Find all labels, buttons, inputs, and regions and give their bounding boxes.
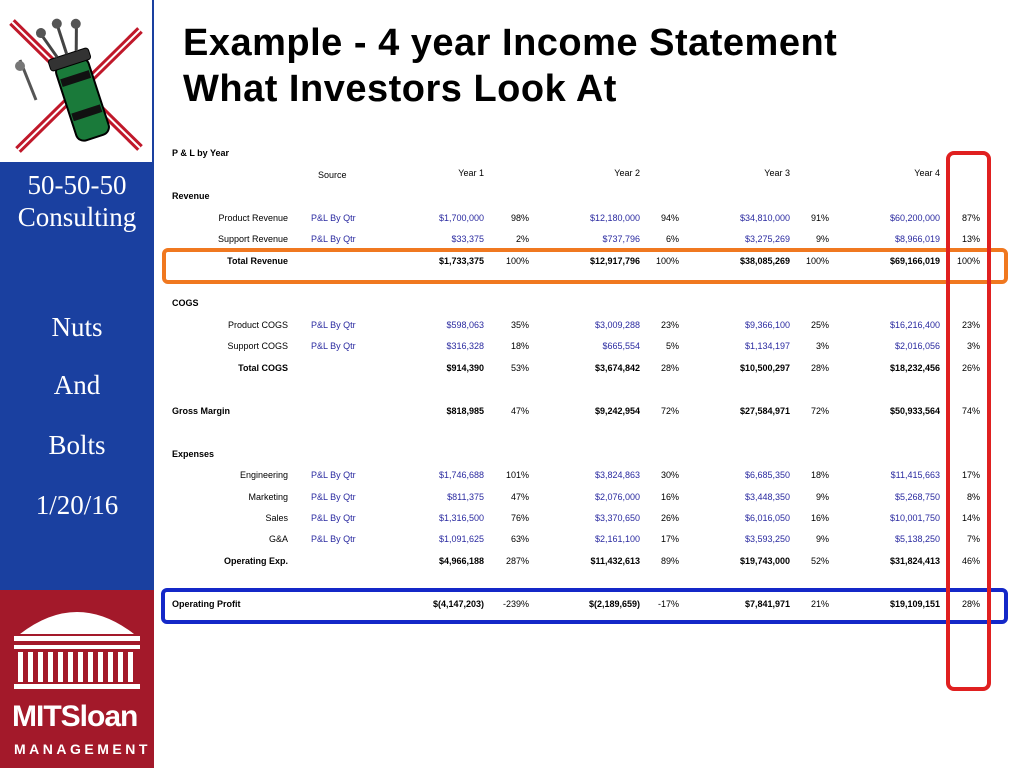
percent-cell: 23%	[660, 320, 679, 330]
percent-cell: 46%	[961, 556, 980, 566]
row-label: Engineering	[239, 470, 288, 480]
value-cell: $1,316,500	[438, 513, 484, 523]
row-source: P&L By Qtr	[311, 513, 356, 523]
year-4-header: Year 4	[914, 168, 940, 178]
percent-cell: 28%	[961, 599, 980, 609]
value-cell: $665,554	[602, 341, 640, 351]
percent-cell: 100%	[805, 256, 829, 266]
value-cell: $10,500,297	[739, 363, 790, 373]
row-label: Total Revenue	[227, 256, 288, 266]
row-label: Operating Profit	[172, 599, 241, 609]
percent-cell: 3%	[815, 341, 829, 351]
table-caption: P & L by Year	[172, 148, 230, 158]
value-cell: $3,009,288	[594, 320, 640, 330]
percent-cell: 53%	[510, 363, 529, 373]
row-source: P&L By Qtr	[311, 213, 356, 223]
value-cell: $316,328	[446, 341, 484, 351]
value-cell: $27,584,971	[739, 406, 790, 416]
source-header: Source	[318, 170, 347, 180]
value-cell: $50,933,564	[889, 406, 940, 416]
row-source: P&L By Qtr	[311, 470, 356, 480]
value-cell: $3,593,250	[744, 534, 790, 544]
percent-cell: 101%	[505, 470, 529, 480]
percent-cell: 6%	[665, 234, 679, 244]
mit-sloan-logo: MITSloan	[12, 700, 138, 733]
value-cell: $60,200,000	[889, 213, 940, 223]
percent-cell: 47%	[510, 492, 529, 502]
brand-line-1: 50-50-50	[27, 170, 127, 200]
year-3-header: Year 3	[764, 168, 790, 178]
percent-cell: -239%	[502, 599, 529, 609]
row-source: P&L By Qtr	[311, 320, 356, 330]
mit-management-text: MANAGEMENT	[14, 741, 151, 757]
value-cell: $914,390	[446, 363, 484, 373]
value-cell: $598,063	[446, 320, 484, 330]
sidebar	[0, 0, 154, 768]
row-label: Marketing	[248, 492, 288, 502]
row-label: G&A	[268, 534, 288, 544]
value-cell: $2,161,100	[594, 534, 640, 544]
percent-cell: 76%	[510, 513, 529, 523]
percent-cell: 100%	[956, 256, 980, 266]
percent-cell: 9%	[815, 534, 829, 544]
value-cell: $3,275,269	[744, 234, 790, 244]
row-label: Product Revenue	[218, 213, 288, 223]
value-cell: $33,375	[451, 234, 484, 244]
row-label: Support COGS	[227, 341, 288, 351]
percent-cell: 30%	[660, 470, 679, 480]
value-cell: $4,966,188	[438, 556, 484, 566]
percent-cell: 28%	[810, 363, 829, 373]
percent-cell: 100%	[655, 256, 679, 266]
percent-cell: 8%	[966, 492, 980, 502]
operating-profit-highlight	[161, 588, 1008, 624]
value-cell: $3,674,842	[594, 363, 640, 373]
percent-cell: 17%	[961, 470, 980, 480]
value-cell: $2,016,056	[894, 341, 940, 351]
year-4-percent-highlight	[946, 151, 991, 691]
percent-cell: 16%	[660, 492, 679, 502]
value-cell: $1,091,625	[438, 534, 484, 544]
percent-cell: 17%	[660, 534, 679, 544]
value-cell: $(2,189,659)	[588, 599, 640, 609]
value-cell: $12,180,000	[589, 213, 640, 223]
row-source: P&L By Qtr	[311, 341, 356, 351]
value-cell: $2,076,000	[594, 492, 640, 502]
row-label: Total COGS	[238, 363, 288, 373]
percent-cell: 25%	[810, 320, 829, 330]
value-cell: $19,109,151	[889, 599, 940, 609]
percent-cell: 47%	[510, 406, 529, 416]
percent-cell: 100%	[505, 256, 529, 266]
percent-cell: 74%	[961, 406, 980, 416]
value-cell: $31,824,413	[889, 556, 940, 566]
mit-dome-icon	[0, 590, 154, 700]
value-cell: $(4,147,203)	[432, 599, 484, 609]
value-cell: $818,985	[446, 406, 484, 416]
value-cell: $7,841,971	[744, 599, 790, 609]
percent-cell: 89%	[660, 556, 679, 566]
row-source: P&L By Qtr	[311, 534, 356, 544]
percent-cell: 26%	[961, 363, 980, 373]
row-label: Gross Margin	[172, 406, 231, 416]
percent-cell: 18%	[810, 470, 829, 480]
percent-cell: 16%	[810, 513, 829, 523]
slide-title-line-2: What Investors Look At	[183, 68, 617, 110]
word-and: And	[53, 370, 101, 400]
percent-cell: 28%	[660, 363, 679, 373]
section-revenue: Revenue	[172, 191, 210, 201]
golf-bag-no-icon	[0, 0, 152, 162]
value-cell: $34,810,000	[739, 213, 790, 223]
value-cell: $38,085,269	[739, 256, 790, 266]
percent-cell: 98%	[510, 213, 529, 223]
percent-cell: 5%	[665, 341, 679, 351]
section-expenses: Expenses	[172, 449, 215, 459]
section-cogs: COGS	[172, 298, 199, 308]
percent-cell: 91%	[810, 213, 829, 223]
value-cell: $5,268,750	[894, 492, 940, 502]
value-cell: $69,166,019	[889, 256, 940, 266]
year-2-header: Year 2	[614, 168, 640, 178]
year-1-header: Year 1	[458, 168, 484, 178]
slide-title-line-1: Example - 4 year Income Statement	[183, 22, 838, 64]
percent-cell: 63%	[510, 534, 529, 544]
value-cell: $18,232,456	[889, 363, 940, 373]
percent-cell: 23%	[961, 320, 980, 330]
value-cell: $9,242,954	[594, 406, 640, 416]
value-cell: $1,733,375	[438, 256, 484, 266]
value-cell: $3,370,650	[594, 513, 640, 523]
percent-cell: 3%	[966, 341, 980, 351]
percent-cell: -17%	[657, 599, 679, 609]
value-cell: $9,366,100	[744, 320, 790, 330]
golf-bag-logo	[0, 0, 154, 162]
percent-cell: 26%	[660, 513, 679, 523]
row-label: Operating Exp.	[223, 556, 288, 566]
value-cell: $737,796	[602, 234, 640, 244]
percent-cell: 52%	[810, 556, 829, 566]
value-cell: $19,743,000	[739, 556, 790, 566]
percent-cell: 21%	[810, 599, 829, 609]
date-label: 1/20/16	[35, 490, 119, 520]
brand-line-2: Consulting	[17, 202, 137, 232]
row-source: P&L By Qtr	[311, 234, 356, 244]
value-cell: $1,700,000	[438, 213, 484, 223]
value-cell: $6,685,350	[744, 470, 790, 480]
percent-cell: 35%	[510, 320, 529, 330]
value-cell: $5,138,250	[894, 534, 940, 544]
value-cell: $11,415,663	[890, 470, 940, 480]
percent-cell: 87%	[961, 213, 980, 223]
word-nuts: Nuts	[51, 312, 103, 342]
value-cell: $10,001,750	[889, 513, 940, 523]
total-revenue-highlight	[162, 248, 1008, 284]
percent-cell: 2%	[515, 234, 529, 244]
value-cell: $11,432,613	[590, 556, 640, 566]
value-cell: $16,216,400	[889, 320, 940, 330]
row-label: Support Revenue	[217, 234, 288, 244]
percent-cell: 72%	[810, 406, 829, 416]
percent-cell: 9%	[815, 492, 829, 502]
value-cell: $8,966,019	[894, 234, 940, 244]
value-cell: $811,375	[447, 492, 484, 502]
value-cell: $1,746,688	[438, 470, 484, 480]
percent-cell: 14%	[961, 513, 980, 523]
value-cell: $12,917,796	[589, 256, 640, 266]
percent-cell: 18%	[510, 341, 529, 351]
percent-cell: 9%	[815, 234, 829, 244]
word-bolts: Bolts	[48, 430, 106, 460]
percent-cell: 72%	[660, 406, 679, 416]
row-source: P&L By Qtr	[311, 492, 356, 502]
row-label: Sales	[265, 513, 288, 523]
value-cell: $3,448,350	[744, 492, 790, 502]
percent-cell: 7%	[966, 534, 980, 544]
percent-cell: 94%	[660, 213, 679, 223]
percent-cell: 13%	[961, 234, 980, 244]
row-label: Product COGS	[227, 320, 288, 330]
value-cell: $6,016,050	[744, 513, 790, 523]
percent-cell: 287%	[505, 556, 529, 566]
value-cell: $3,824,863	[594, 470, 640, 480]
value-cell: $1,134,197	[744, 341, 790, 351]
